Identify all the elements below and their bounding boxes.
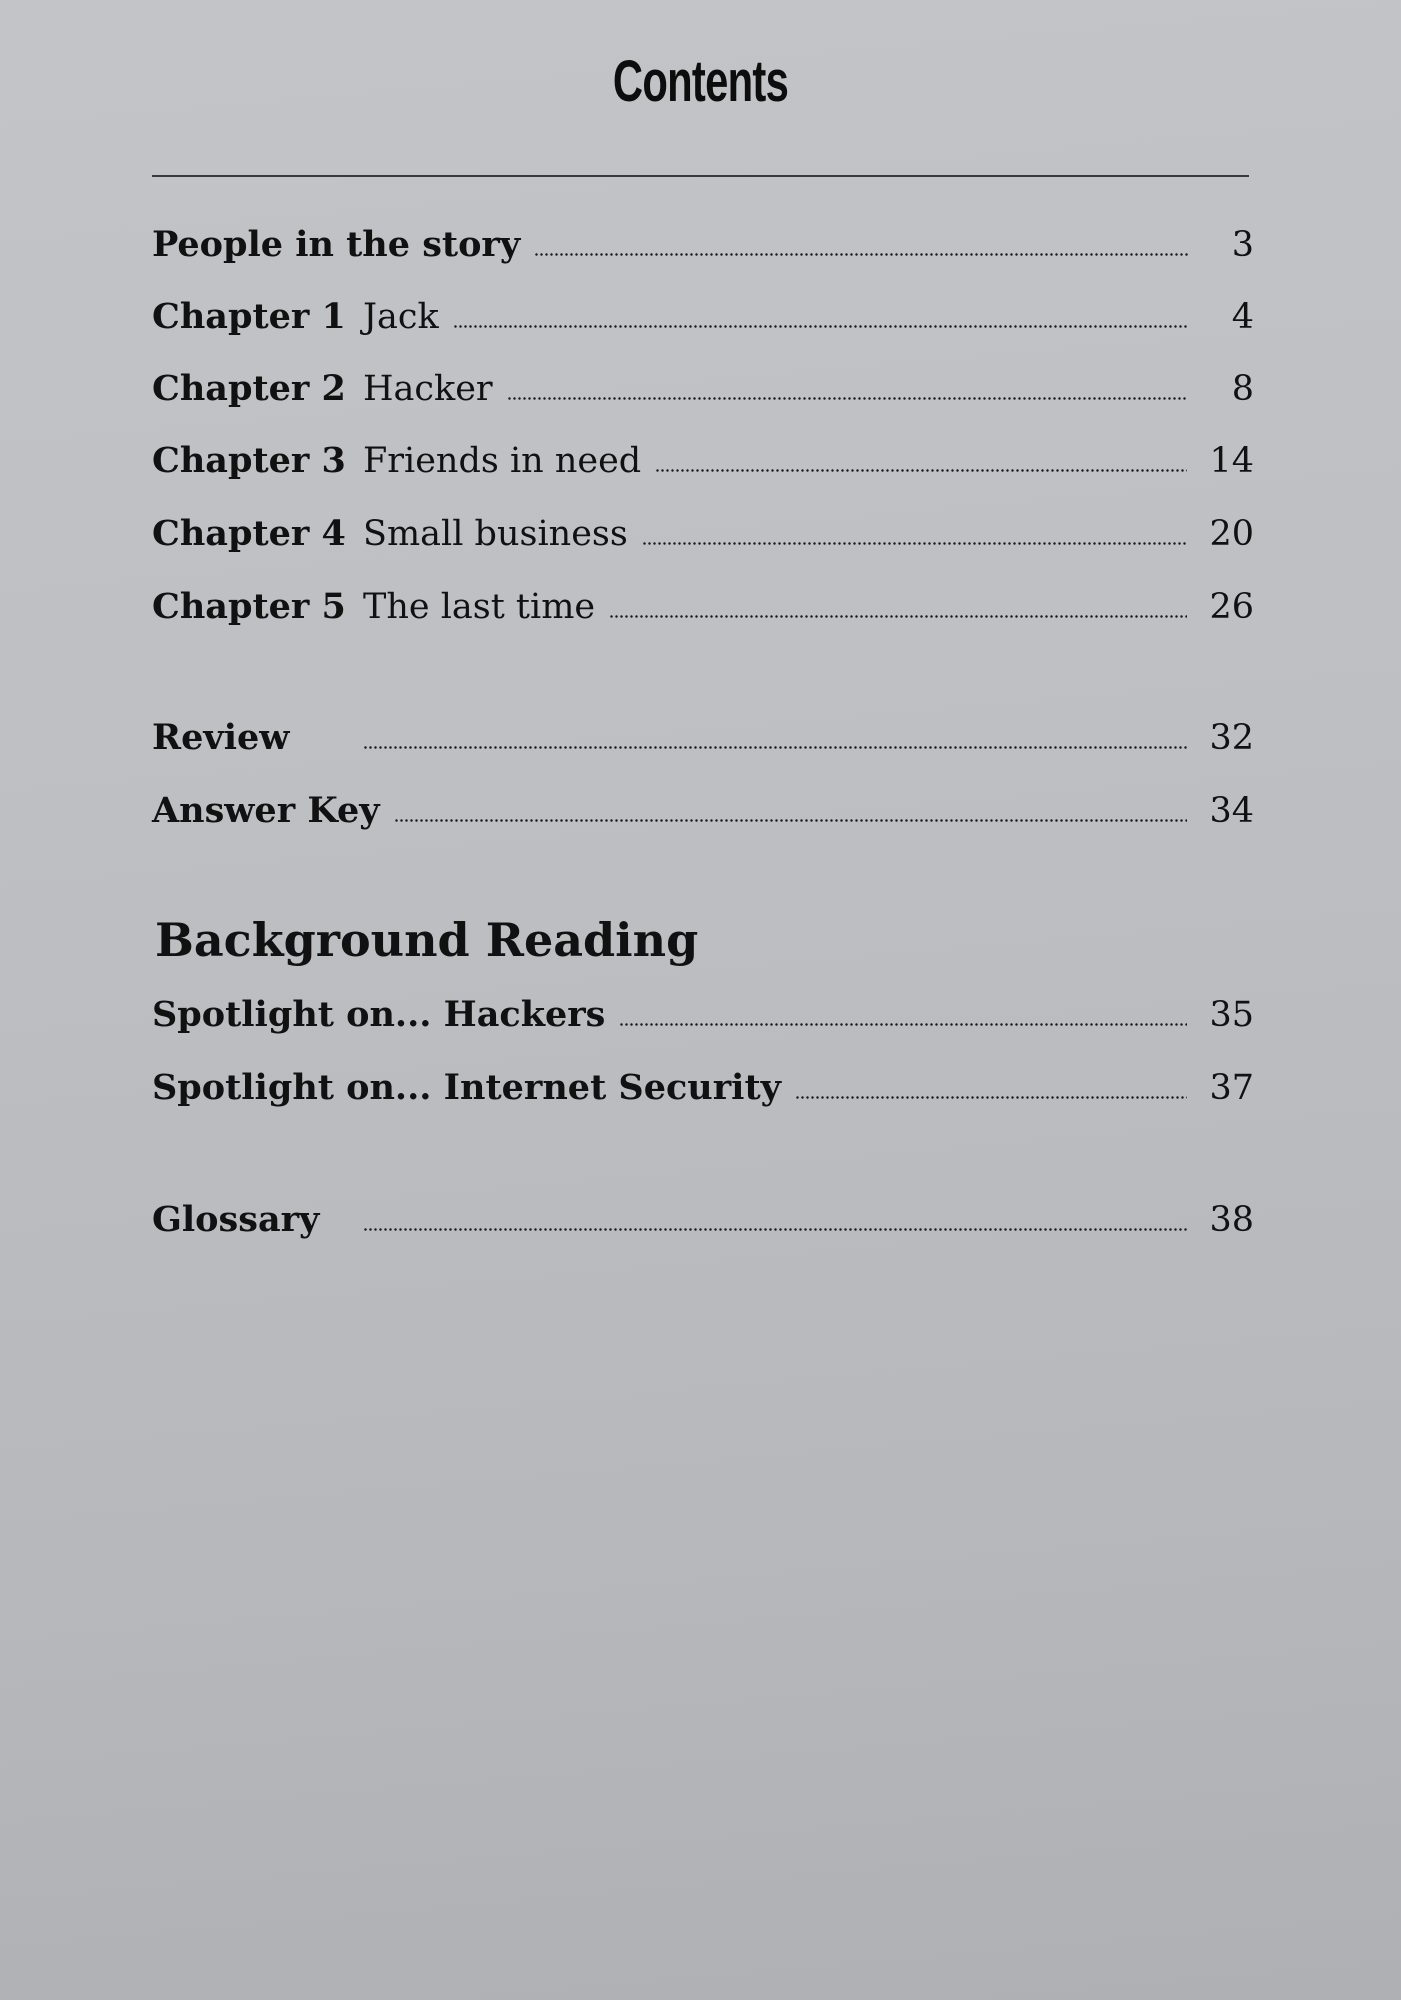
toc-entry-page: 20: [1209, 514, 1254, 554]
chapter-label: Chapter 2: [152, 368, 346, 409]
dot-leader: [609, 613, 1187, 619]
dot-leader: [453, 323, 1188, 329]
toc-entry-glossary[interactable]: [152, 1197, 1254, 1243]
chapter-label: Chapter 3: [152, 440, 346, 481]
chapter-label: Chapter 1: [152, 296, 346, 337]
dot-leader: [655, 467, 1187, 473]
chapter-label: Chapter 4: [152, 513, 346, 554]
toc-entry-page: 35: [1209, 995, 1254, 1035]
toc-entry-label: Spotlight on... Internet Security: [152, 1067, 781, 1108]
toc-entry-chapter-4[interactable]: [152, 511, 1254, 557]
toc-entry-page: 8: [1231, 369, 1254, 409]
toc-entry-page: 26: [1209, 587, 1254, 627]
chapter-title: Jack: [363, 297, 439, 337]
toc-entry-chapter-2[interactable]: [152, 366, 1254, 412]
toc-entry-label: Glossary: [152, 1199, 320, 1240]
toc-entry-spotlight-internet-security[interactable]: [152, 1065, 1254, 1111]
dot-leader: [642, 540, 1188, 546]
toc-entry-page: 14: [1209, 441, 1254, 481]
toc-entry-page: 37: [1209, 1068, 1254, 1108]
toc-entry-page: 3: [1231, 225, 1254, 265]
dot-leader: [619, 1021, 1187, 1027]
toc-entry-answer-key[interactable]: [152, 788, 1254, 834]
toc-entry-page: 32: [1209, 718, 1254, 758]
toc-entry-label: Spotlight on... Hackers: [152, 994, 606, 1035]
toc-entry-page: 34: [1209, 791, 1254, 831]
chapter-title: Friends in need: [363, 441, 642, 481]
toc-entry-review[interactable]: [152, 715, 1254, 761]
toc-entry-people[interactable]: [152, 222, 1254, 268]
toc-entry-label: Answer Key: [152, 790, 380, 831]
toc-entry-chapter-1[interactable]: [152, 294, 1254, 340]
dot-leader: [394, 817, 1188, 823]
toc-entry-spotlight-hackers[interactable]: [152, 992, 1254, 1038]
toc-entry-label: Review: [152, 717, 290, 758]
title-divider: [152, 175, 1249, 177]
chapter-title: Small business: [363, 514, 628, 554]
toc-entry-page: 38: [1209, 1200, 1254, 1240]
chapter-title: Hacker: [363, 369, 493, 409]
dot-leader: [795, 1094, 1187, 1100]
chapter-title: The last time: [363, 587, 596, 627]
dot-leader: [363, 744, 1187, 750]
chapter-label: Chapter 5: [152, 586, 346, 627]
dot-leader: [534, 251, 1188, 257]
toc-entry-chapter-3[interactable]: [152, 438, 1254, 484]
dot-leader: [507, 395, 1188, 401]
toc-entry-label: People in the story: [152, 224, 521, 265]
toc-entry-chapter-5[interactable]: [152, 584, 1254, 630]
dot-leader: [363, 1226, 1187, 1232]
section-heading-background-reading: Background Reading: [155, 913, 699, 967]
page-title: Contents: [612, 49, 789, 114]
toc-entry-page: 4: [1231, 297, 1254, 337]
